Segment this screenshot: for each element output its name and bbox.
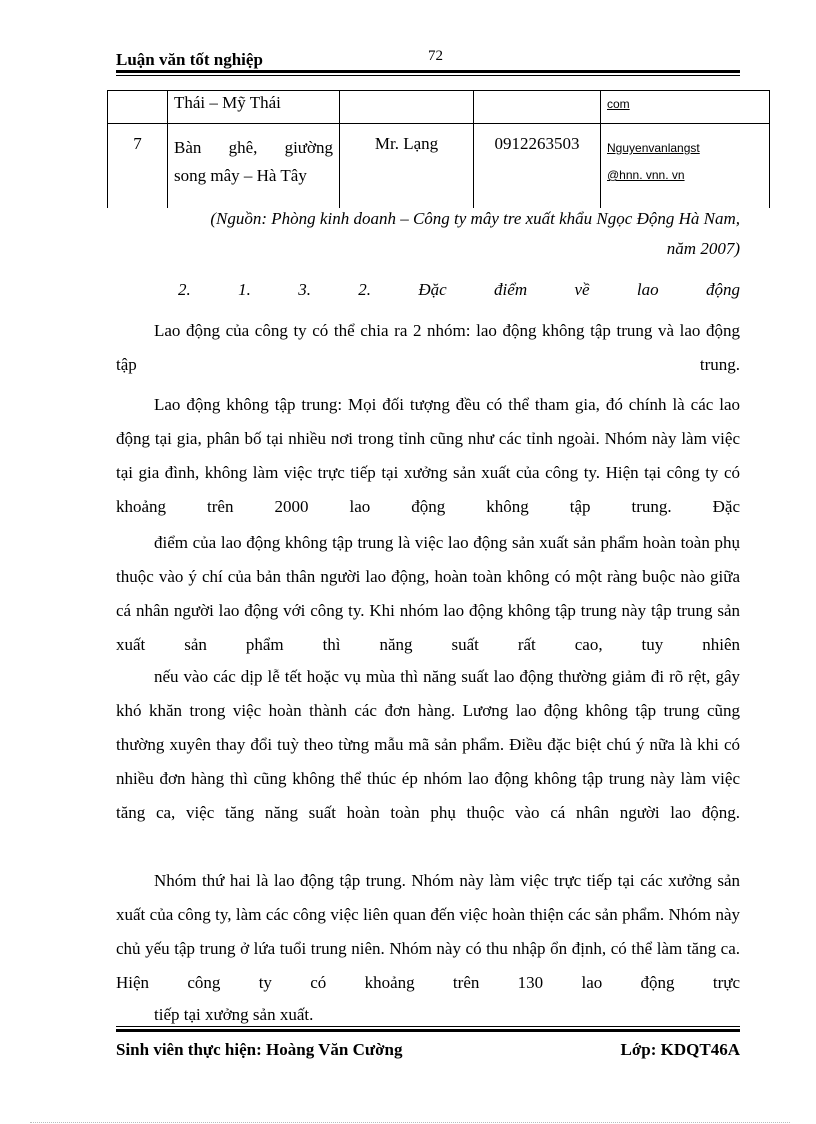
source-line: (Nguồn: Phòng kinh doanh – Công ty mây tre xuất khẩu Ngọc Động Hà Nam, [210, 209, 740, 228]
footer-student: Sinh viên thực hiện: Hoàng Văn Cường [116, 1040, 403, 1059]
heading-word: 3. [298, 280, 311, 299]
email-link[interactable]: com [607, 97, 630, 111]
footer-class: Lớp: KDQT46A [620, 1040, 740, 1059]
paragraph: điểm của lao động không tập trung là việc lao động sản xuất sản phẩm hoàn toàn phụ thuộc vào ý chí của bản thân người lao động, hoàn toàn không có một ràng buộc nào giữa cá nhân người lao động với công ty. Khi nhóm lao động không tập trung này tập trung sản xuất sản phẩm thì năng suất rất cao, tuy nhiên [116, 533, 740, 654]
row-index [108, 91, 168, 124]
source-citation [116, 204, 740, 264]
page-number: 72 [428, 48, 443, 64]
header-rule-thick [116, 70, 740, 73]
paragraph: Lao động của công ty có thể chia ra 2 nhóm: lao động không tập trung và lao động tập trung. [116, 321, 740, 374]
phone-number: 0912263503 [474, 124, 601, 209]
contact-name [340, 91, 474, 124]
section-heading [178, 280, 740, 300]
footer-rule-thin [116, 1026, 740, 1027]
heading-word: Đặc [418, 280, 447, 299]
heading-word: lao [636, 280, 659, 299]
row-index: 7 [108, 124, 168, 209]
product-name-line: Bàn ghê, giường [174, 138, 333, 157]
table-row [108, 91, 770, 124]
contact-name: Mr. Lạng [340, 124, 474, 209]
thesis-title: Luận văn tốt nghiệp [116, 50, 263, 69]
table-row [108, 124, 770, 209]
email-cell [601, 91, 770, 124]
email-link[interactable]: Nguyenvanlangst [607, 141, 700, 155]
paragraph: Lao động không tập trung: Mọi đối tượng đều có thể tham gia, đó chính là các lao động tại gia, phân bố tại nhiều nơi trong tỉnh cũng như các tỉnh ngoài. Nhóm này làm việc tại gia đình, không làm việc trực tiếp tại xưởng sản xuất của công ty. Hiện tại công ty có khoảng trên 2000 lao động không tập trung. Đặc [116, 395, 740, 516]
heading-word: 2. [178, 280, 191, 299]
paragraph: Nhóm thứ hai là lao động tập trung. Nhóm này làm việc trực tiếp tại các xưởng sản xuất của công ty, làm các công việc liên quan đến việc hoàn thiện các sản phẩm. Nhóm này chủ yếu tập trung ở lứa tuổi trung niên. Nhóm này có thu nhập ổn định, có thể làm tăng ca. Hiện công ty có khoảng trên 130 lao động trực [116, 871, 740, 992]
paragraph: tiếp tại xưởng sản xuất. [154, 1005, 314, 1024]
header-rule-thin [116, 75, 740, 76]
source-line: năm 2007) [666, 239, 740, 258]
email-link[interactable]: @hnn. vnn. vn [607, 168, 685, 182]
email-cell [601, 124, 770, 209]
heading-word: 1. [238, 280, 251, 299]
heading-word: động [705, 280, 740, 299]
product-name-line: song mây – Hà Tây [174, 166, 307, 185]
footer-rule-thick [116, 1029, 740, 1032]
heading-word: 2. [358, 280, 372, 299]
phone-number [474, 91, 601, 124]
product-name [168, 124, 340, 209]
vendor-table [107, 90, 770, 208]
paragraph: nếu vào các dịp lễ tết hoặc vụ mùa thì năng suất lao động thường giảm đi rõ rệt, gây khó khăn trong việc hoàn thành các đơn hàng. Lương lao động không tập trung cũng thường xuyên thay đổi tuỳ theo từng mẫu mã sản phẩm. Điều đặc biệt chú ý nữa là khi có nhiều đơn hàng thì cũng không thể thúc ép nhóm lao động không tập trung này làm việc tăng ca, việc tăng năng suất hoàn toàn phụ thuộc vào cá nhân người lao động. [116, 667, 740, 822]
heading-word: điểm [494, 280, 528, 299]
product-name: Thái – Mỹ Thái [168, 91, 340, 124]
heading-word: về [574, 280, 590, 299]
